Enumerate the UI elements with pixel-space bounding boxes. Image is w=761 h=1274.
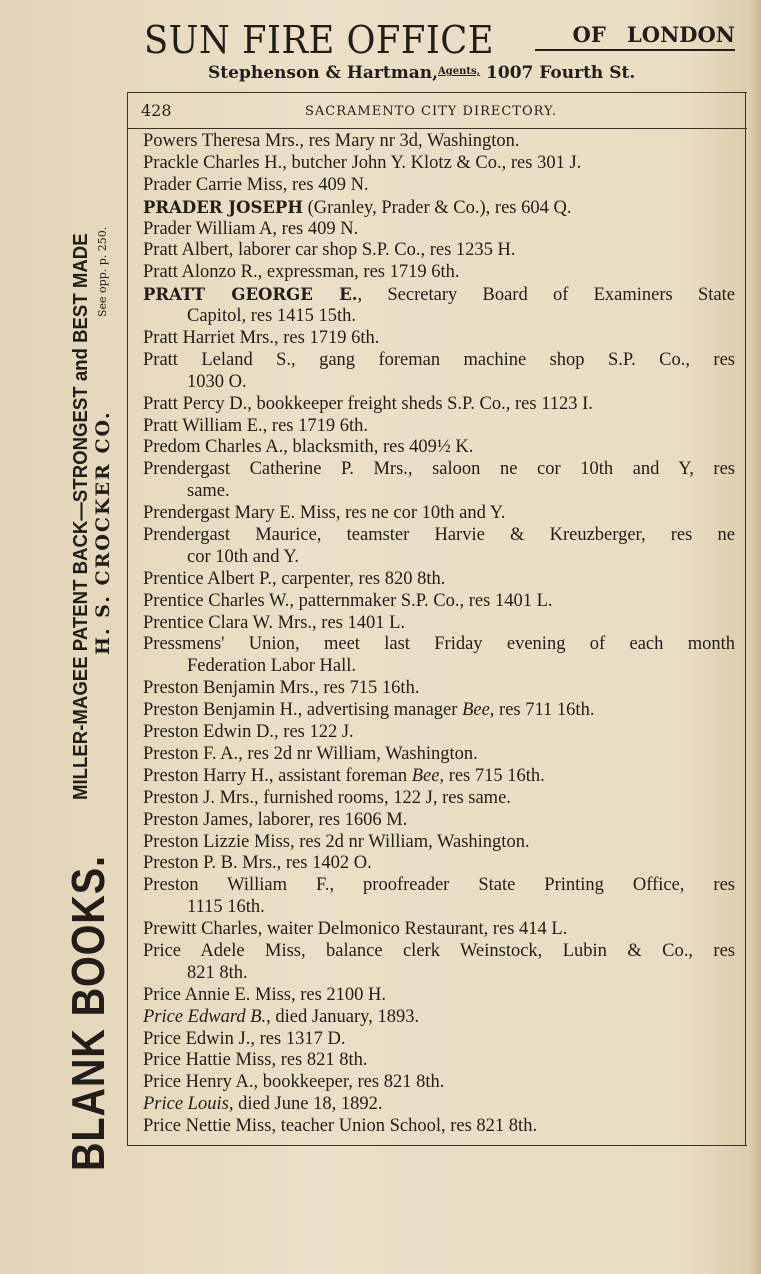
directory-entry — [143, 941, 735, 985]
entry-text-italic: Bee — [411, 765, 440, 786]
entry-text: Federation Labor Hall. — [187, 656, 357, 677]
entry-text: Price Edwin J., res 1317 D. — [143, 1028, 346, 1049]
entry-line — [143, 328, 735, 350]
directory-entry — [143, 919, 735, 941]
entry-line — [143, 437, 735, 459]
entry-text: Prader Carrie Miss, res 409 N. — [143, 174, 369, 195]
entry-text-italic: Price Edward B. — [143, 1006, 267, 1027]
directory-entry — [143, 131, 735, 153]
entry-line — [143, 219, 735, 241]
entry-text: Preston Benjamin H., advertising manager — [143, 700, 463, 721]
side-ad-blank-books: BLANK BOOKS. — [62, 855, 114, 1171]
entry-text: Price Hattie Miss, res 821 8th. — [143, 1050, 368, 1071]
entry-continuation-line — [143, 372, 735, 394]
agents-address: 1007 Fourth St. — [486, 63, 636, 83]
entry-continuation-line — [143, 481, 735, 503]
entry-line — [143, 240, 735, 262]
entry-text: , Secretary Board of Examiners State — [357, 285, 735, 306]
entry-line — [143, 678, 735, 700]
entry-text: Pratt Harriet Mrs., res 1719 6th. — [143, 328, 380, 349]
directory-entry — [143, 678, 735, 700]
entry-line — [143, 722, 735, 744]
entry-line — [143, 131, 735, 153]
directory-entry — [143, 416, 735, 438]
entry-text: Prentice Clara W. Mrs., res 1401 L. — [143, 612, 406, 633]
entry-line — [143, 175, 735, 197]
entry-text: 1030 O. — [187, 371, 247, 392]
entry-line — [143, 941, 735, 963]
directory-entry — [143, 1116, 735, 1138]
entry-line — [143, 613, 735, 635]
agents-label: Agents, — [438, 66, 481, 77]
entry-text: 821 8th. — [187, 962, 248, 983]
entry-continuation-line — [143, 656, 735, 678]
entry-line — [143, 394, 735, 416]
agents-name: Stephenson & Hartman, — [208, 63, 438, 83]
entry-text: cor 10th and Y. — [187, 546, 300, 567]
entry-text: 1115 16th. — [187, 897, 265, 918]
side-advertisement — [60, 55, 135, 1175]
directory-entry — [143, 394, 735, 416]
entry-line — [143, 525, 735, 547]
entry-line — [143, 810, 735, 832]
ad-title: SUN FIRE OFFICE — [144, 18, 495, 62]
directory-entry — [143, 766, 735, 788]
entry-text: Preston William F., proofreader State Printing Office, res — [143, 875, 735, 896]
entry-line — [143, 766, 735, 788]
entry-text: , died June 18, 1892. — [228, 1094, 383, 1115]
entry-line — [143, 153, 735, 175]
directory-entries — [143, 131, 735, 1138]
entry-text: Prendergast Catherine P. Mrs., saloon ne cor 10th and Y, res — [143, 459, 735, 480]
directory-entry — [143, 700, 735, 722]
entry-text: Pratt Leland S., gang foreman machine shop S.P. Co., res — [143, 349, 735, 370]
entry-line — [143, 591, 735, 613]
entry-text: Preston F. A., res 2d nr William, Washington. — [143, 743, 478, 764]
entry-name-bold: PRADER JOSEPH — [143, 197, 303, 217]
ad-agents-line — [208, 63, 635, 83]
directory-entry — [143, 613, 735, 635]
entry-continuation-line — [143, 963, 735, 985]
entry-text: Pratt William E., res 1719 6th. — [143, 415, 368, 436]
directory-entry — [143, 1007, 735, 1029]
entry-text: Preston P. B. Mrs., res 1402 O. — [143, 853, 372, 874]
entry-text: Prendergast Mary E. Miss, res ne cor 10th and Y. — [143, 503, 506, 524]
directory-entry — [143, 197, 735, 219]
page-number: 428 — [141, 101, 172, 120]
entry-line — [143, 853, 735, 875]
entry-text: Preston Harry H., assistant foreman — [143, 765, 412, 786]
entry-text: Prackle Charles H., butcher John Y. Klotz & Co., res 301 J. — [143, 152, 582, 173]
directory-entry — [143, 985, 735, 1007]
entry-text: Price Henry A., bookkeeper, res 821 8th. — [143, 1072, 445, 1093]
entry-continuation-line — [143, 547, 735, 569]
directory-entry — [143, 328, 735, 350]
entry-line — [143, 1007, 735, 1029]
side-ad-miller-magee: MILLER-MAGEE PATENT BACK—STRONGEST and BEST MADE — [70, 233, 92, 800]
entry-line — [143, 1072, 735, 1094]
entry-text: Prendergast Maurice, teamster Harvie & Kreuzberger, res ne — [143, 525, 735, 546]
entry-text: Preston James, laborer, res 1606 M. — [143, 809, 408, 830]
directory-entry — [143, 153, 735, 175]
entry-text: Capitol, res 1415 15th. — [187, 306, 357, 327]
entry-text: Price Annie E. Miss, res 2100 H. — [143, 984, 387, 1005]
directory-entry — [143, 569, 735, 591]
entry-line — [143, 875, 735, 897]
entry-text: Price Adele Miss, balance clerk Weinstock, Lubin & Co., res — [143, 940, 735, 961]
entry-text: , died January, 1893. — [266, 1006, 420, 1027]
entry-continuation-line — [143, 306, 735, 328]
directory-entry — [143, 810, 735, 832]
entry-line — [143, 262, 735, 284]
directory-entry — [143, 175, 735, 197]
frame-rule — [127, 92, 128, 1146]
entry-text: Preston J. Mrs., furnished rooms, 122 J, res same. — [143, 787, 511, 808]
entry-text: Preston Lizzie Miss, res 2d nr William, Washington. — [143, 831, 530, 852]
entry-text: Pressmens' Union, meet last Friday evening of each month — [143, 634, 735, 655]
entry-text: , res 711 16th. — [489, 700, 595, 721]
entry-line — [143, 744, 735, 766]
directory-entry — [143, 525, 735, 569]
entry-line — [143, 1050, 735, 1072]
directory-entry — [143, 1072, 735, 1094]
page-edge — [747, 0, 761, 1274]
entry-line — [143, 197, 735, 219]
side-ad-crocker: H. S. CROCKER CO. — [92, 410, 114, 655]
frame-rule — [127, 92, 747, 93]
directory-entry — [143, 1029, 735, 1051]
entry-text: Predom Charles A., blacksmith, res 409½ K. — [143, 437, 474, 458]
entry-text: Prentice Charles W., patternmaker S.P. Co., res 1401 L. — [143, 590, 553, 611]
entry-text: , res 715 16th. — [439, 765, 545, 786]
entry-line — [143, 350, 735, 372]
entry-line — [143, 503, 735, 525]
entry-line — [143, 459, 735, 481]
entry-line — [143, 416, 735, 438]
entry-line — [143, 985, 735, 1007]
directory-entry — [143, 634, 735, 678]
directory-entry — [143, 722, 735, 744]
entry-continuation-line — [143, 897, 735, 919]
directory-entry — [143, 788, 735, 810]
entry-text: Preston Edwin D., res 122 J. — [143, 722, 354, 743]
entry-text: Preston Benjamin Mrs., res 715 16th. — [143, 678, 420, 699]
entry-text: Pratt Albert, laborer car shop S.P. Co., res 1235 H. — [143, 240, 516, 261]
ad-title-suffix: OF LONDON — [535, 22, 735, 51]
entry-name-bold: PRATT GEORGE E. — [143, 285, 358, 305]
directory-entry — [143, 284, 735, 328]
directory-entry — [143, 832, 735, 854]
entry-line — [143, 1094, 735, 1116]
side-ad-see-page: See opp. p. 250. — [96, 226, 109, 317]
entry-text: Prewitt Charles, waiter Delmonico Restaurant, res 414 L. — [143, 919, 568, 940]
directory-entry — [143, 350, 735, 394]
directory-entry — [143, 437, 735, 459]
entry-line — [143, 569, 735, 591]
directory-entry — [143, 459, 735, 503]
running-head: SACRAMENTO CITY DIRECTORY. — [305, 104, 558, 119]
directory-entry — [143, 262, 735, 284]
entry-line — [143, 1029, 735, 1051]
entry-text: Pratt Percy D., bookkeeper freight sheds S.P. Co., res 1123 I. — [143, 393, 593, 414]
frame-rule — [127, 1145, 747, 1146]
directory-entry — [143, 503, 735, 525]
directory-entry — [143, 591, 735, 613]
entry-line — [143, 832, 735, 854]
entry-line — [143, 788, 735, 810]
header-rule — [127, 128, 747, 129]
entry-text: Powers Theresa Mrs., res Mary nr 3d, Washington. — [143, 131, 520, 151]
entry-text-italic: Price Louis — [143, 1094, 229, 1115]
directory-entry — [143, 1050, 735, 1072]
entry-line — [143, 700, 735, 722]
entry-text: Price Nettie Miss, teacher Union School, res 821 8th. — [143, 1116, 538, 1137]
entry-text: (Granley, Prader & Co.), res 604 Q. — [302, 197, 572, 218]
entry-text: Prader William A, res 409 N. — [143, 218, 359, 239]
directory-entry — [143, 219, 735, 241]
entry-line — [143, 919, 735, 941]
entry-text: Prentice Albert P., carpenter, res 820 8th. — [143, 568, 446, 589]
directory-entry — [143, 853, 735, 875]
directory-entry — [143, 240, 735, 262]
directory-entry — [143, 1094, 735, 1116]
directory-entry — [143, 744, 735, 766]
entry-line — [143, 284, 735, 306]
frame-rule — [745, 92, 746, 1146]
entry-line — [143, 634, 735, 656]
entry-text: Pratt Alonzo R., expressman, res 1719 6th. — [143, 262, 460, 283]
entry-text-italic: Bee — [462, 700, 490, 721]
entry-line — [143, 1116, 735, 1138]
directory-entry — [143, 875, 735, 919]
entry-text: same. — [187, 481, 230, 502]
